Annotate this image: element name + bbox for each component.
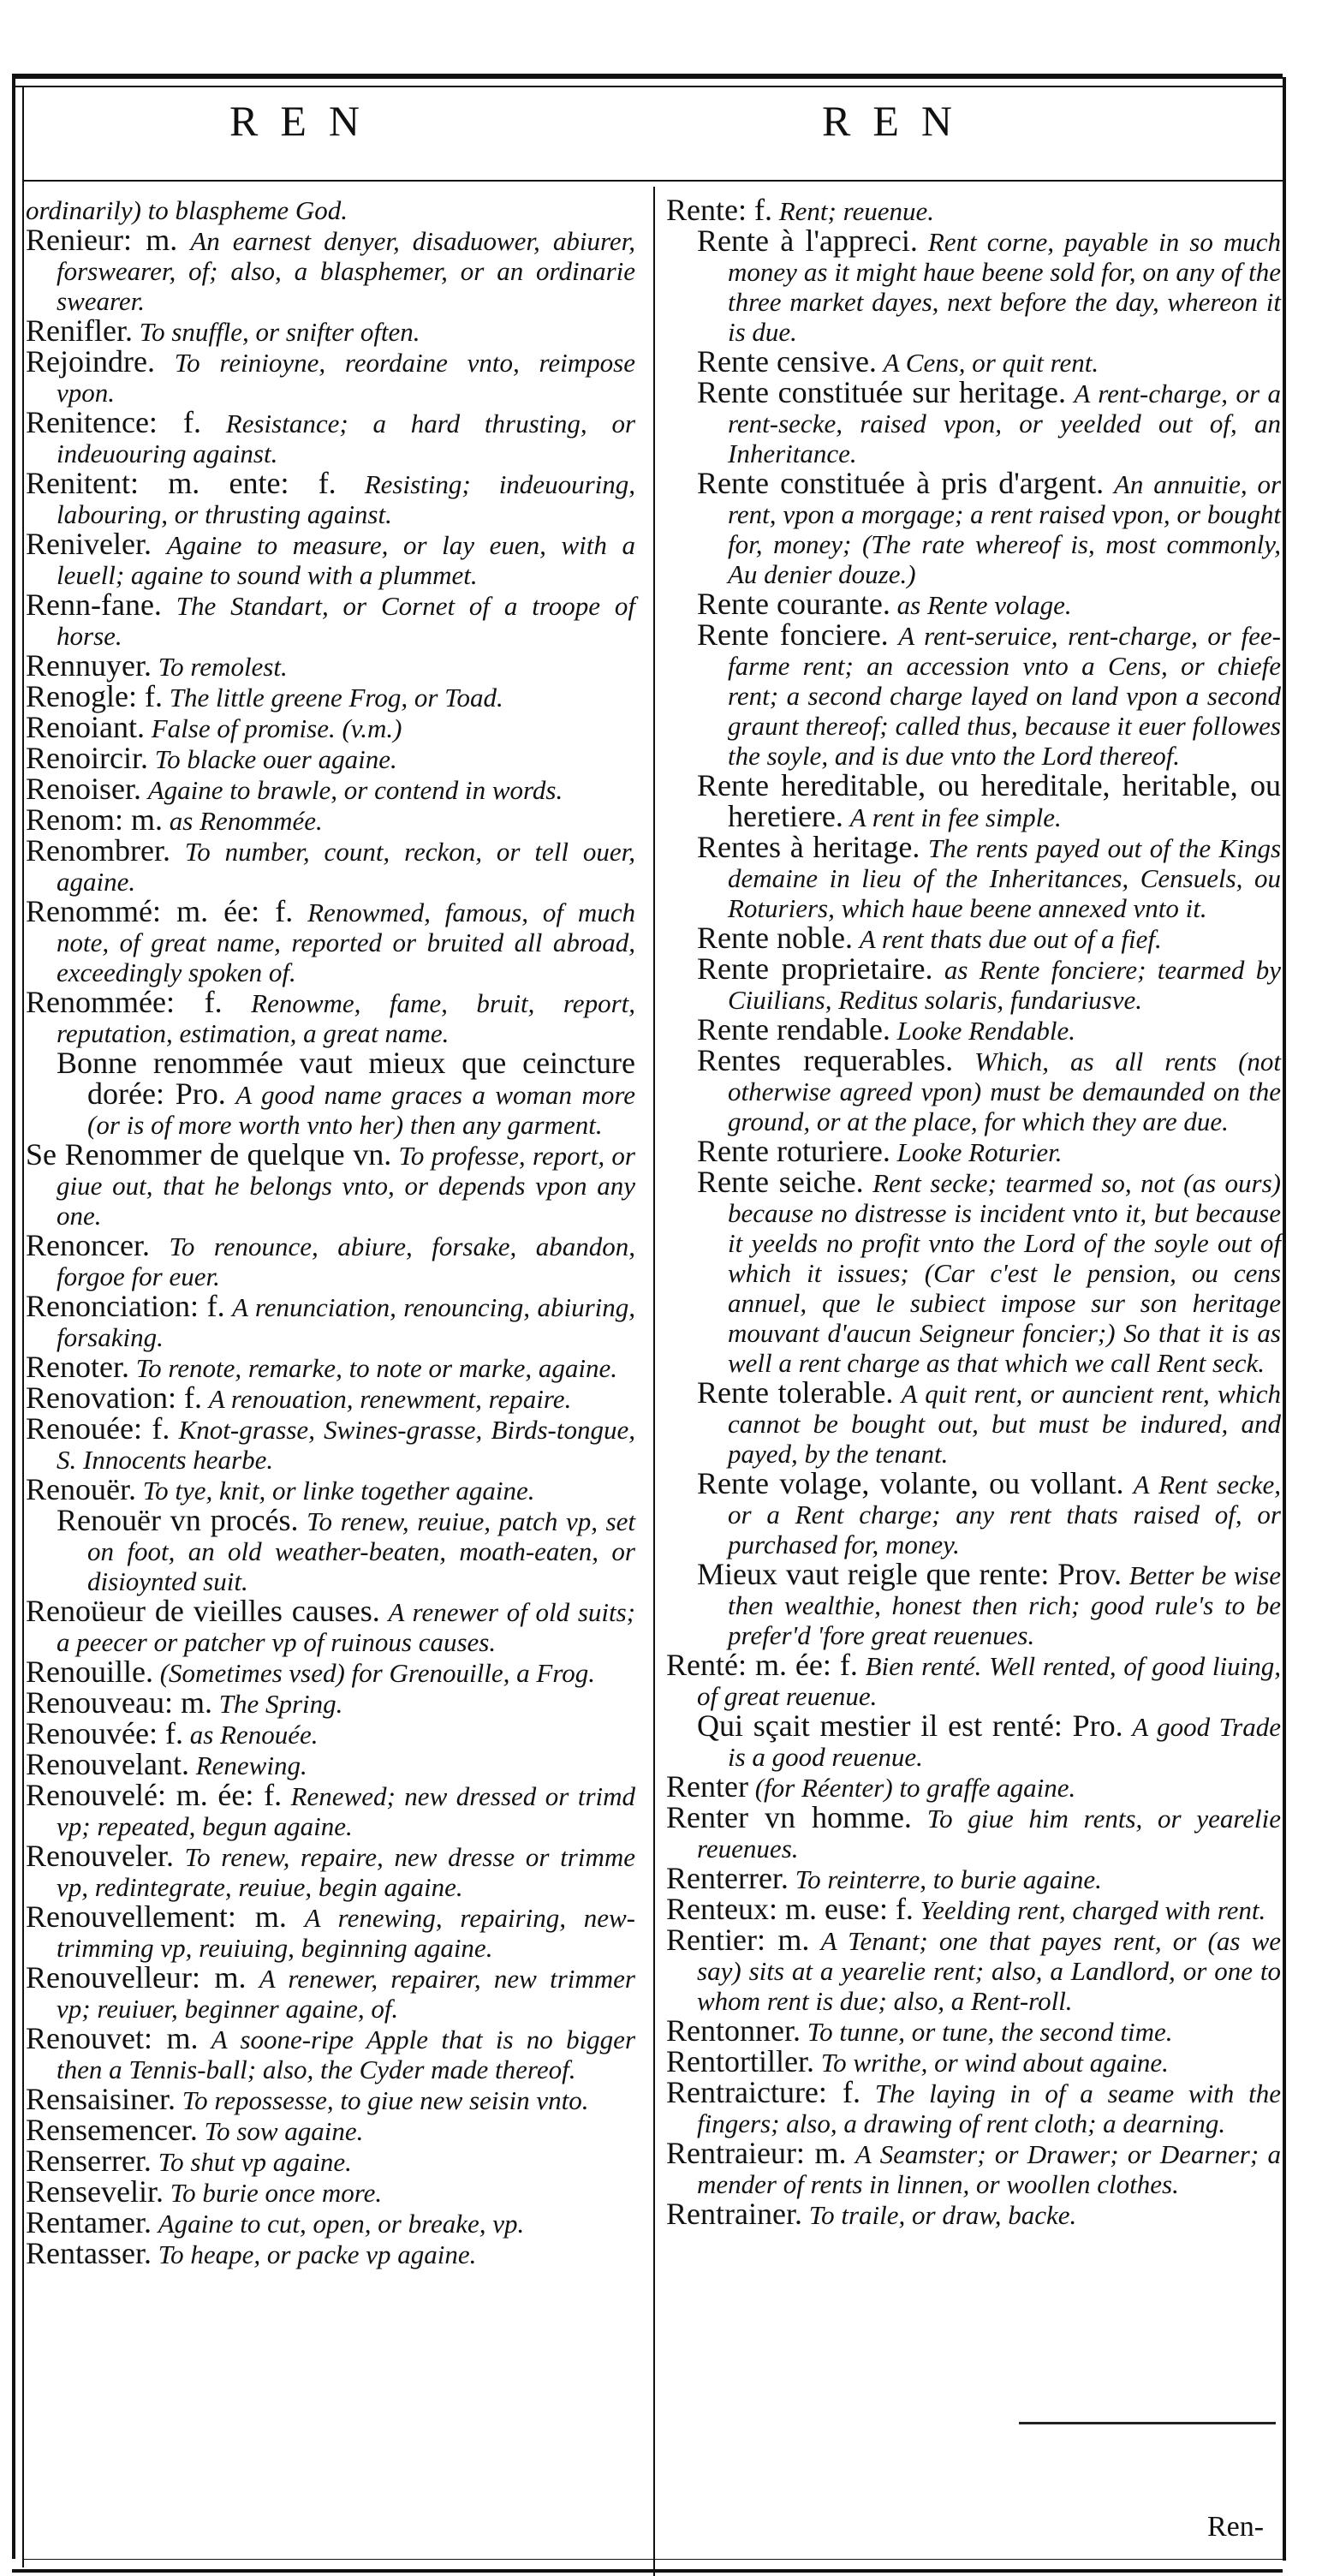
entry-headword: Rente hereditable, ou hereditale, heritable, ou heretiere. bbox=[697, 768, 1281, 833]
dictionary-entry bbox=[26, 2084, 635, 2115]
dictionary-entry bbox=[666, 1863, 1281, 1894]
catchword: Ren- bbox=[1207, 2511, 1265, 2543]
entry-headword: Rentrainer. bbox=[666, 2197, 802, 2231]
entry-headword: Rentraicture: f. bbox=[666, 2075, 860, 2109]
dictionary-entry bbox=[26, 2174, 635, 2209]
entry-gloss: To renounce, abiure, forsake, abandon, forgoe for euer. bbox=[57, 1231, 635, 1291]
entry-headword: Rente constituée à pris d'argent. bbox=[697, 466, 1105, 500]
dictionary-entry bbox=[26, 2021, 636, 2084]
entry-headword: Rentraieur: m. bbox=[666, 2136, 847, 2170]
entry-headword: Renitent: m. ente: f. bbox=[26, 466, 336, 500]
dictionary-entry bbox=[26, 1411, 635, 1475]
entry-gloss: A good Trade is a good reuenue. bbox=[728, 1712, 1282, 1772]
dictionary-entry bbox=[26, 894, 635, 987]
dictionary-entry bbox=[666, 1925, 1281, 2016]
entry-headword: Renonciation: f. bbox=[26, 1289, 225, 1323]
entry-gloss: To reinterre, to burie againe. bbox=[795, 1864, 1102, 1894]
entry-gloss: A renewing, repairing, new-trimming vp, reuiuing, beginning againe. bbox=[57, 1903, 636, 1963]
entry-headword: Rentonner. bbox=[666, 2013, 801, 2048]
entry-gloss: Better be wise then wealthie, honest then rich; good rule's to be prefer'd 'fore great reuenues. bbox=[728, 1560, 1281, 1650]
entry-gloss: as Renommée. bbox=[169, 806, 323, 836]
entry-gloss: ordinarily) to blaspheme God. bbox=[26, 195, 348, 225]
entry-headword: Rentes requerables. bbox=[697, 1043, 954, 1077]
dictionary-entry bbox=[26, 987, 635, 1048]
entry-headword: Renouée: f. bbox=[26, 1411, 170, 1446]
dictionary-entry bbox=[26, 1596, 635, 1657]
entry-headword: Rejoindre. bbox=[26, 344, 155, 379]
dictionary-entry bbox=[666, 2013, 1281, 2048]
entry-gloss: To tye, knit, or linke together againe. bbox=[142, 1476, 535, 1506]
dictionary-entry bbox=[26, 529, 635, 590]
dictionary-entry bbox=[26, 1960, 635, 2024]
dictionary-entry bbox=[26, 710, 635, 744]
entry-headword: Rentier: m. bbox=[666, 1923, 810, 1957]
entry-headword: Rente rendable. bbox=[697, 1012, 890, 1046]
entry-headword: Renouvelleur: m. bbox=[26, 1960, 247, 1995]
dictionary-entry bbox=[666, 768, 1281, 833]
frame-top-rule bbox=[12, 74, 1283, 79]
entry-headword: Renouvet: m. bbox=[26, 2021, 199, 2055]
entry-headword: Rente seiche. bbox=[697, 1165, 864, 1199]
frame-bottom-inner-rule bbox=[22, 2559, 1283, 2560]
dictionary-entry bbox=[26, 2236, 635, 2270]
entry-gloss: Againe to cut, open, or breake, vp. bbox=[158, 2209, 525, 2239]
entry-gloss: The rents payed out of the Kings demaine in lieu of the Inheritances, Censuels, ou Roturiers, which haue beene annexed vnto it. bbox=[728, 833, 1282, 923]
entry-headword: Rente constituée sur heritage. bbox=[697, 375, 1066, 409]
entry-gloss: The Standart, or Cornet of a troope of horse. bbox=[57, 591, 635, 651]
entry-headword: Renouveau: m. bbox=[26, 1685, 212, 1720]
entry-gloss: False of promise. (v.m.) bbox=[151, 713, 402, 743]
dictionary-entry bbox=[26, 1228, 635, 1291]
entry-gloss: (Sometimes vsed) for Grenouille, a Frog. bbox=[159, 1658, 595, 1688]
entry-gloss: A renunciation, renouncing, abiuring, forsaking. bbox=[57, 1292, 635, 1352]
entry-gloss: A rent-charge, or a rent-secke, raised vpon, or yeelded out of, an Inheritance. bbox=[728, 379, 1281, 468]
entry-headword: Renoter. bbox=[26, 1350, 129, 1384]
entry-gloss: An earnest denyer, disaduower, abiurer, forswearer, of; also, a blasphemer, or an ordinarie swearer. bbox=[57, 226, 635, 316]
dictionary-entry bbox=[26, 1291, 635, 1352]
entry-gloss: as Renouée. bbox=[189, 1720, 319, 1750]
dictionary-entry bbox=[26, 1841, 635, 1902]
entry-headword: Rentes à heritage. bbox=[697, 830, 920, 864]
frame-left-inner-rule bbox=[22, 86, 24, 2567]
frame-right-rule bbox=[1283, 77, 1286, 2561]
entry-headword: Rente courante. bbox=[697, 587, 890, 621]
entry-gloss: To renote, remarke, to note or marke, againe. bbox=[135, 1353, 617, 1383]
dictionary-entry bbox=[26, 1716, 635, 1750]
entry-gloss: Which, as all rents (not otherwise agreed vpon) must be demaunded on the ground, or at the place, for which they are due. bbox=[728, 1046, 1281, 1136]
entry-headword: Rensemencer. bbox=[26, 2113, 198, 2147]
entry-gloss: Renewing. bbox=[195, 1750, 307, 1780]
dictionary-entry bbox=[26, 743, 635, 774]
entry-headword: Rensevelir. bbox=[26, 2174, 164, 2209]
frame-bottom-rule bbox=[12, 2569, 1283, 2573]
dictionary-entry bbox=[26, 1380, 635, 1415]
entry-gloss: A renewer of old suits; a peecer or patcher vp of ruinous causes. bbox=[57, 1597, 636, 1657]
entry-gloss: To tunne, or tune, the second time. bbox=[807, 2017, 1173, 2047]
dictionary-entry bbox=[26, 802, 635, 837]
dictionary-entry bbox=[666, 1167, 1281, 1378]
dictionary-entry bbox=[26, 1899, 636, 1963]
entry-gloss: To remolest. bbox=[158, 652, 288, 682]
entry-headword: Rensaisiner. bbox=[26, 2082, 176, 2116]
dictionary-entry bbox=[26, 468, 635, 529]
dictionary-entry bbox=[666, 589, 1281, 620]
entry-headword: Renter vn homme. bbox=[666, 1800, 912, 1834]
entry-headword: Mieux vaut reigle que rente: Prov. bbox=[697, 1557, 1122, 1591]
entry-headword: Rente volage, volante, ou vollant. bbox=[697, 1466, 1124, 1500]
entry-gloss: A renewer, repairer, new trimmer vp; reuiuer, beginner againe, of. bbox=[57, 1964, 635, 2024]
entry-gloss: To traile, or draw, backe. bbox=[808, 2200, 1077, 2230]
entry-headword: Rente à l'appreci. bbox=[697, 224, 918, 258]
dictionary-entry bbox=[26, 587, 635, 651]
entry-headword: Renté: m. ée: f. bbox=[666, 1648, 858, 1682]
entry-gloss: A Cens, or quit rent. bbox=[883, 348, 1099, 378]
entry-headword: Rente noble. bbox=[697, 921, 853, 955]
entry-headword: Renommé: m. ée: f. bbox=[26, 894, 294, 928]
entry-gloss: An annuitie, or rent, vpon a morgage; a rent raised vpon, or bought for, money; (The rate whereof is, most commonly, Au denier douze.) bbox=[728, 469, 1282, 589]
entry-headword: Qui sçait mestier il est renté: Pro. bbox=[697, 1708, 1123, 1743]
entry-gloss: To renew, reuiue, patch vp, set on foot, an old weather-beaten, moath-eaten, or disioynted suit. bbox=[87, 1506, 635, 1596]
dictionary-entry bbox=[666, 2199, 1281, 2230]
dictionary-entry bbox=[26, 648, 635, 683]
dictionary-entry bbox=[666, 1375, 1282, 1469]
dictionary-entry bbox=[26, 1472, 635, 1506]
dictionary-entry bbox=[26, 1657, 635, 1688]
entry-gloss: A quit rent, or auncient rent, which cannot be bought out, but must be indured, and payed, by the tenant. bbox=[728, 1379, 1282, 1469]
entry-gloss: Againe to measure, or lay euen, with a leuell; againe to sound with a plummet. bbox=[57, 530, 635, 590]
entry-headword: Renifler. bbox=[26, 313, 133, 348]
entry-gloss: A rent in fee simple. bbox=[849, 802, 1062, 832]
dictionary-entry bbox=[26, 1048, 635, 1140]
entry-gloss: A Seamster; or Drawer; or Dearner; a mender of rents in linnen, or woollen clothes. bbox=[697, 2139, 1282, 2199]
entry-headword: Renoncer. bbox=[26, 1228, 150, 1262]
entry-headword: Renommée: f. bbox=[26, 985, 223, 1019]
entry-headword: Renteux: m. euse: f. bbox=[666, 1892, 914, 1926]
entry-headword: Rennuyer. bbox=[26, 648, 152, 683]
entry-gloss: A renouation, renewment, repaire. bbox=[208, 1384, 572, 1414]
entry-gloss: To renew, repaire, new dresse or trimme vp, redintegrate, reuiue, begin againe. bbox=[57, 1842, 636, 1902]
entry-gloss: The Spring. bbox=[218, 1689, 343, 1719]
dictionary-entry bbox=[666, 2075, 1281, 2138]
entry-headword: Rentasser. bbox=[26, 2236, 152, 2270]
entry-gloss: Looke Rendable. bbox=[896, 1016, 1075, 1046]
entry-headword: Renserrer. bbox=[26, 2144, 152, 2178]
dictionary-entry bbox=[666, 1650, 1281, 1711]
entry-gloss: Resistance; a hard thrusting, or indeuouring against. bbox=[57, 408, 636, 468]
left-column bbox=[26, 195, 635, 2269]
entry-headword: Rentamer. bbox=[26, 2205, 152, 2239]
entry-headword: Renouvelant. bbox=[26, 1747, 189, 1781]
dictionary-entry bbox=[26, 2115, 635, 2146]
entry-headword: Renom: m. bbox=[26, 802, 163, 837]
entry-headword: Rente fonciere. bbox=[697, 617, 889, 652]
entry-gloss: To sow againe. bbox=[204, 2116, 364, 2146]
dictionary-entry bbox=[666, 951, 1281, 1015]
entry-headword: Renieur: m. bbox=[26, 223, 178, 257]
entry-gloss: A rent thats due out of a fief. bbox=[859, 924, 1162, 954]
dictionary-entry bbox=[666, 617, 1281, 771]
entry-headword: Bonne renommée vaut mieux que ceincture dorée: Pro. bbox=[57, 1046, 635, 1111]
dictionary-entry bbox=[26, 1747, 635, 1781]
entry-gloss: as Rente volage. bbox=[896, 590, 1072, 620]
dictionary-entry bbox=[666, 1894, 1281, 1925]
entry-gloss: The little greene Frog, or Toad. bbox=[169, 683, 503, 713]
dictionary-entry bbox=[666, 1466, 1281, 1559]
entry-headword: Renogle: f. bbox=[26, 679, 163, 713]
header-rule bbox=[22, 180, 1283, 182]
entry-gloss: To snuffle, or snifter often. bbox=[139, 317, 420, 347]
dictionary-entry bbox=[26, 2146, 635, 2177]
entry-headword: Renoiser. bbox=[26, 772, 141, 806]
dictionary-entry bbox=[666, 1769, 1281, 1804]
entry-headword: Renn-fane. bbox=[26, 587, 162, 622]
dictionary-entry bbox=[666, 344, 1281, 379]
entry-headword: Renitence: f. bbox=[26, 405, 201, 439]
dictionary-entry bbox=[26, 2205, 635, 2239]
entry-headword: Renouvellement: m. bbox=[26, 1899, 287, 1934]
frame-left-rule bbox=[12, 77, 15, 2559]
dictionary-entry bbox=[26, 1685, 635, 1720]
entry-gloss: Againe to brawle, or contend in words. bbox=[147, 775, 563, 805]
entry-headword: Renouvée: f. bbox=[26, 1716, 183, 1750]
entry-headword: Rente proprietaire. bbox=[697, 951, 933, 986]
entry-gloss: A rent-seruice, rent-charge, or fee-farme rent; an accession vnto a Cens, or chiefe rent; a second charge layed on land vpon a second graunt thereof; called thus, because it euer followes the soyle, and is due vnto the Lord thereof. bbox=[728, 621, 1281, 771]
frame-top-inner-rule bbox=[12, 86, 1283, 87]
dictionary-entry bbox=[666, 1043, 1281, 1136]
entry-headword: Renter bbox=[666, 1769, 748, 1804]
entry-gloss: To number, count, reckon, or tell ouer, againe. bbox=[57, 837, 635, 897]
entry-gloss: Yeelding rent, charged with rent. bbox=[920, 1895, 1266, 1925]
entry-headword: Rentortiller. bbox=[666, 2044, 814, 2078]
entry-gloss: Rent; reuenue. bbox=[778, 196, 935, 226]
entry-gloss: Knot-grasse, Swines-grasse, Birds-tongue, S. Innocents hearbe. bbox=[57, 1415, 635, 1475]
entry-gloss: To professe, report, or giue out, that he belongs vnto, or depends vpon any one. bbox=[57, 1141, 635, 1231]
entry-gloss: To burie once more. bbox=[170, 2178, 383, 2208]
column-divider bbox=[653, 187, 655, 2576]
entry-headword: Renterrer. bbox=[666, 1861, 789, 1895]
dictionary-entry bbox=[666, 2044, 1281, 2078]
entry-headword: Renovation: f. bbox=[26, 1380, 202, 1415]
entry-headword: Renouille. bbox=[26, 1655, 153, 1689]
entry-gloss: Resisting; indeuouring, labouring, or thrusting against. bbox=[57, 469, 635, 529]
bottom-rule-stub bbox=[1019, 2422, 1276, 2424]
entry-headword: Reniveler. bbox=[26, 527, 152, 561]
dictionary-entry bbox=[666, 226, 1281, 347]
dictionary-entry bbox=[26, 1503, 635, 1596]
entry-headword: Rente censive. bbox=[697, 344, 877, 379]
entry-gloss: Looke Roturier. bbox=[896, 1137, 1063, 1167]
entry-gloss: To heape, or packe vp againe. bbox=[158, 2239, 477, 2269]
right-column bbox=[666, 195, 1281, 2230]
dictionary-entry bbox=[26, 344, 636, 408]
entry-gloss: A Rent secke, or a Rent charge; any rent thats raised of, or purchased for, money. bbox=[728, 1470, 1281, 1559]
dictionary-entry bbox=[666, 1012, 1281, 1046]
entry-headword: Renoircir. bbox=[26, 741, 148, 775]
entry-gloss: Rent corne, payable in so much money as it might haue beene sold for, on any of the three market dayes, next before the day, whereon it is due. bbox=[728, 227, 1281, 347]
entry-headword: Rente tolerable. bbox=[697, 1375, 894, 1410]
dictionary-entry bbox=[26, 313, 635, 348]
entry-headword: Renouveler. bbox=[26, 1839, 174, 1873]
entry-headword: Renombrer. bbox=[26, 833, 170, 868]
dictionary-entry bbox=[666, 468, 1281, 589]
entry-headword: Renouvelé: m. ée: f. bbox=[26, 1778, 283, 1812]
dictionary-entry bbox=[666, 923, 1281, 954]
dictionary-entry bbox=[666, 375, 1281, 468]
dictionary-entry bbox=[666, 1708, 1282, 1772]
entry-headword: Rente roturiere. bbox=[697, 1134, 890, 1168]
dictionary-entry bbox=[666, 1136, 1281, 1167]
dictionary-entry bbox=[26, 1137, 635, 1231]
entry-headword: Se Renommer de quelque vn. bbox=[26, 1137, 392, 1172]
entry-gloss: (for Réenter) to graffe againe. bbox=[754, 1773, 1076, 1803]
dictionary-entry bbox=[666, 195, 1281, 226]
running-head-right: REN bbox=[822, 97, 974, 145]
entry-gloss: as Rente fonciere; tearmed by Ciuilians, Reditus solaris, fundariusve. bbox=[728, 955, 1281, 1015]
dictionary-entry bbox=[26, 195, 635, 225]
dictionary-entry bbox=[666, 832, 1281, 923]
entry-headword: Renouër. bbox=[26, 1472, 136, 1506]
dictionary-entry bbox=[666, 1800, 1282, 1863]
dictionary-entry bbox=[26, 833, 635, 897]
entry-gloss: A Tenant; one that payes rent, or (as we say) sits at a yearelie rent; also, a Landlord, or one to whom rent is due; also, a Rent-roll. bbox=[697, 1926, 1282, 2016]
entry-gloss: To giue him rents, or yearelie reuenues. bbox=[697, 1804, 1282, 1863]
entry-gloss: The laying in of a seame with the fingers; also, a drawing of rent cloth; a dearning. bbox=[697, 2078, 1281, 2138]
entry-gloss: To writhe, or wind about againe. bbox=[820, 2048, 1169, 2078]
entry-gloss: To shut vp againe. bbox=[158, 2147, 352, 2177]
entry-gloss: To blacke ouer againe. bbox=[154, 744, 397, 774]
dictionary-entry bbox=[26, 679, 635, 713]
dictionary-entry bbox=[26, 1780, 635, 1841]
dictionary-entry bbox=[666, 1559, 1281, 1650]
dictionary-entry bbox=[26, 1352, 635, 1383]
entry-gloss: Rent secke; tearmed so, not (as ours) because no distresse is incident vnto it, but because it yeelds no profit vnto the Lord of the soyle out of which it issues; (Car c'est le pension, ou cens annuel, que le subiect impose sur son heritage mouvant d'aucun Seigneur foncier;) So that it is as well a rent charge as that which we call Rent seck. bbox=[728, 1168, 1281, 1378]
entry-gloss: A soone-ripe Apple that is no bigger then a Tennis-ball; also, the Cyder made thereof. bbox=[57, 2024, 636, 2084]
running-head-left: REN bbox=[229, 97, 382, 145]
entry-headword: Renouër vn procés. bbox=[57, 1503, 299, 1537]
entry-headword: Rente: f. bbox=[666, 193, 772, 227]
entry-gloss: To reinioyne, reordaine vnto, reimpose vpon. bbox=[57, 348, 636, 408]
entry-gloss: Renowmed, famous, of much note, of great name, reported or bruited all abroad, exceedingly spoken of. bbox=[57, 897, 635, 987]
entry-headword: Renoüeur de vieilles causes. bbox=[26, 1594, 380, 1628]
entry-gloss: Bien renté. Well rented, of good liuing, of great reuenue. bbox=[697, 1651, 1282, 1711]
entry-gloss: Renowme, fame, bruit, report, reputation, estimation, a great name. bbox=[57, 988, 635, 1048]
dictionary-entry bbox=[26, 774, 635, 805]
dictionary-entry bbox=[26, 225, 635, 316]
entry-gloss: Renewed; new dressed or trimd vp; repeated, begun againe. bbox=[57, 1781, 636, 1841]
dictionary-entry bbox=[666, 2138, 1281, 2199]
dictionary-entry bbox=[26, 405, 636, 468]
entry-gloss: To repossesse, to giue new seisin vnto. bbox=[182, 2085, 589, 2115]
entry-headword: Renoiant. bbox=[26, 710, 145, 744]
entry-gloss: A good name graces a woman more (or is of more worth vnto her) then any garment. bbox=[87, 1080, 635, 1140]
